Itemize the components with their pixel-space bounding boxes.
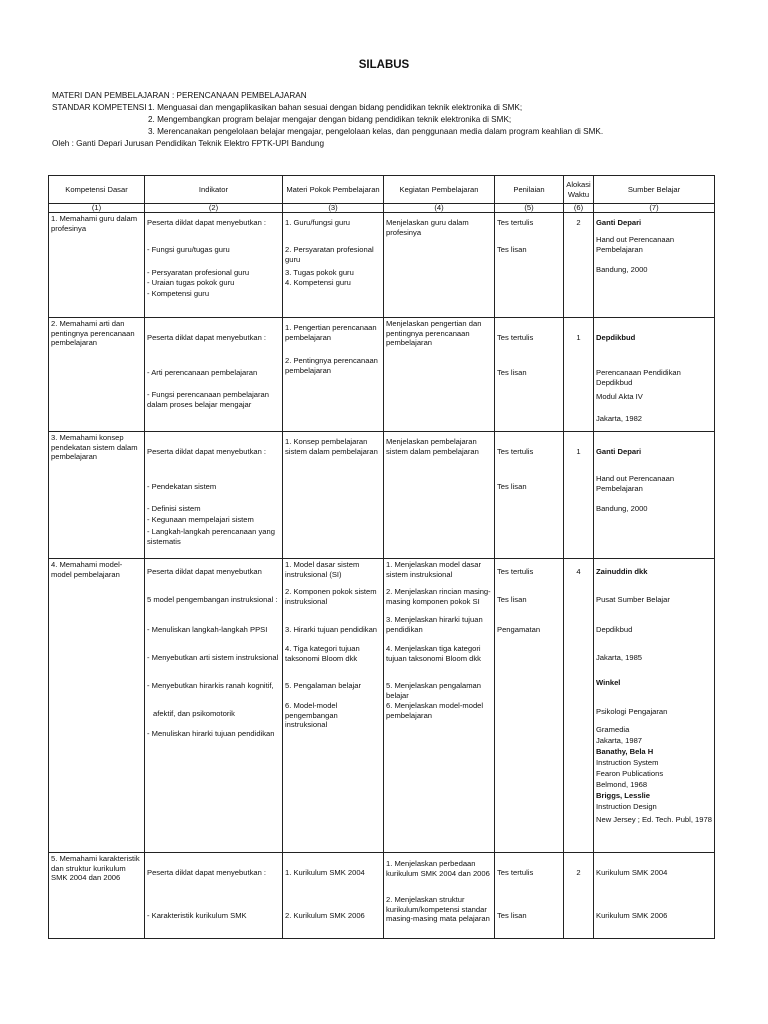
column-number-row (49, 204, 715, 213)
materi-line: 1. Kurikulum SMK 2004 (285, 868, 365, 877)
sumber-line: Hand out Perencanaan Pembelajaran (596, 474, 675, 493)
col-header: Kegiatan Pembelajaran (384, 176, 495, 204)
indikator-line: 5 model pengembangan instruksional : (147, 595, 278, 604)
materi-cell (283, 853, 384, 939)
penilaian-cell (495, 432, 564, 559)
alokasi-waktu-value: 1 (576, 447, 581, 456)
table-header-row (49, 176, 715, 204)
penilaian-cell (495, 853, 564, 939)
col-number: (6) (564, 204, 594, 213)
materi-line: 3. Tugas pokok guru (285, 268, 354, 277)
table-row (49, 213, 715, 318)
penilaian-line: Pengamatan (497, 625, 541, 634)
alokasi-waktu-value: 2 (576, 868, 581, 877)
penilaian-line: Tes tertulis (497, 218, 534, 227)
kegiatan-line: 2. Menjelaskan struktur kurikulum/kompetensi standar masing-masing mata pelajaran (386, 895, 490, 924)
indikator-line: - Pendekatan sistem (147, 482, 217, 491)
sumber-line: Perencanaan Pendidikan Depdikbud (596, 368, 681, 387)
col-number: (7) (594, 204, 715, 213)
indikator-line: - Persyaratan profesional guru (147, 268, 250, 277)
indikator-cell (145, 432, 283, 559)
indikator-line: - Uraian tugas pokok guru (147, 278, 235, 287)
sumber-line: Gramedia (596, 725, 630, 734)
kegiatan-cell (384, 213, 495, 318)
kompetensi-dasar-cell: 3. Memahami konsep pendekatan sistem dalam pembelajaran (49, 432, 145, 559)
sumber-line: Belmond, 1968 (596, 780, 648, 789)
indikator-line: Peserta diklat dapat menyebutkan (147, 567, 262, 576)
materi-line: 4. Tiga kategori tujuan taksonomi Bloom dkk (285, 644, 360, 663)
indikator-line: - Menuliskan hirarki tujuan pendidikan (147, 729, 275, 738)
kegiatan-cell (384, 853, 495, 939)
sumber-line: Kurikulum SMK 2004 (596, 868, 668, 877)
penilaian-cell (495, 559, 564, 853)
materi-cell (283, 213, 384, 318)
materi-line: MATERI DAN PEMBELAJARAN : PERENCANAAN PEMBELAJARAN (52, 91, 307, 100)
kompetensi-dasar-cell: 5. Memahami karakteristik dan struktur kurikulum SMK 2004 dan 2006 (49, 853, 145, 939)
penilaian-cell (495, 318, 564, 432)
alokasi-waktu-value: 4 (576, 567, 581, 576)
materi-cell (283, 432, 384, 559)
kegiatan-line: 2. Menjelaskan rincian masing-masing komponen pokok SI (386, 587, 491, 606)
kegiatan-line: 6. Menjelaskan model-model pembelajaran (386, 701, 484, 720)
col-header: Materi Pokok Pembelajaran (283, 176, 384, 204)
indikator-line: - Langkah-langkah perencanaan yang sistematis (147, 527, 275, 546)
penilaian-line: Tes lisan (497, 595, 527, 604)
materi-cell (283, 559, 384, 853)
standar-kompetensi-label: STANDAR KOMPETENSI : (52, 103, 152, 112)
kegiatan-cell (384, 318, 495, 432)
sumber-cell (594, 853, 715, 939)
sumber-cell (594, 432, 715, 559)
author-line: Oleh : Ganti Depari Jurusan Pendidikan Teknik Elektro FPTK-UPI Bandung (52, 139, 324, 148)
materi-line: 2. Pentingnya perencanaan pembelajaran (285, 356, 378, 375)
penilaian-line: Tes lisan (497, 368, 527, 377)
sumber-author: Depdikbud (596, 333, 636, 342)
indikator-line: - Menyebutkan arti sistem instruksional (147, 653, 279, 662)
kompetensi-dasar-cell: 2. Memahami arti dan pentingnya perencanaan pembelajaran (49, 318, 145, 432)
materi-line: 4. Kompetensi guru (285, 278, 351, 287)
sumber-cell (594, 559, 715, 853)
kegiatan-line: Menjelaskan guru dalam profesinya (386, 218, 469, 237)
sumber-line: New Jersey ; Ed. Tech. Publ, 1978 (596, 815, 712, 824)
indikator-cell (145, 213, 283, 318)
indikator-cell (145, 559, 283, 853)
alokasi-waktu-cell (564, 318, 594, 432)
sumber-author: Zainuddin dkk (596, 567, 648, 576)
indikator-line: - Arti perencanaan pembelajaran (147, 368, 258, 377)
sumber-cell (594, 318, 715, 432)
sumber-cell (594, 213, 715, 318)
alokasi-waktu-cell (564, 432, 594, 559)
penilaian-cell (495, 213, 564, 318)
kegiatan-line: 4. Menjelaskan tiga kategori tujuan taksonomi Bloom dkk (386, 644, 481, 663)
penilaian-line: Tes tertulis (497, 447, 534, 456)
col-header: Kompetensi Dasar (49, 176, 145, 204)
sumber-line: Jakarta, 1987 (596, 736, 643, 745)
kegiatan-line: 5. Menjelaskan pengalaman belajar (386, 681, 481, 700)
col-number: (5) (495, 204, 564, 213)
sumber-line: Instruction System (596, 758, 659, 767)
penilaian-line: Tes lisan (497, 245, 527, 254)
sumber-line: Fearon Publications (596, 769, 664, 778)
indikator-line: afektif, dan psikomotorik (153, 709, 235, 718)
sumber-author: Ganti Depari (596, 218, 642, 227)
col-number: (4) (384, 204, 495, 213)
kegiatan-line: Menjelaskan pembelajaran sistem dalam pembelajaran (386, 437, 479, 456)
indikator-line: Peserta diklat dapat menyebutkan : (147, 868, 267, 877)
sumber-author: Ganti Depari (596, 447, 642, 456)
sumber-line: Pusat Sumber Belajar (596, 595, 670, 604)
indikator-line: - Karakteristik kurikulum SMK (147, 911, 247, 920)
sumber-author: Briggs, Lesslie (596, 791, 651, 800)
kegiatan-line: 3. Menjelaskan hirarki tujuan pendidikan (386, 615, 483, 634)
col-header: Sumber Belajar (594, 176, 715, 204)
alokasi-waktu-cell (564, 213, 594, 318)
materi-line: 1. Pengertian perencanaan pembelajaran (285, 323, 377, 342)
kegiatan-line: 1. Menjelaskan perbedaan kurikulum SMK 2004 dan 2006 (386, 859, 490, 878)
table-row (49, 318, 715, 432)
penilaian-line: Tes tertulis (497, 567, 534, 576)
sumber-line: Bandung, 2000 (596, 504, 648, 513)
materi-line: 1. Model dasar sistem instruksional (SI) (285, 560, 360, 579)
indikator-line: - Definisi sistem (147, 504, 201, 513)
indikator-cell (145, 853, 283, 939)
sumber-author: Banathy, Bela H (596, 747, 654, 756)
col-number: (3) (283, 204, 384, 213)
penilaian-line: Tes lisan (497, 482, 527, 491)
sumber-line: Psikologi Pengajaran (596, 707, 668, 716)
sumber-line: Jakarta, 1982 (596, 414, 643, 423)
materi-line: 2. Persyaratan profesional guru (285, 245, 374, 264)
sumber-author: Winkel (596, 678, 621, 687)
indikator-line: - Kegunaan mempelajari sistem (147, 515, 254, 524)
sumber-line: Jakarta, 1985 (596, 653, 643, 662)
materi-line: 1. Konsep pembelajaran sistem dalam pembelajaran (285, 437, 378, 456)
kompetensi-dasar-cell: 4. Memahami model-model pembelajaran (49, 559, 145, 853)
penilaian-line: Tes tertulis (497, 333, 534, 342)
materi-line: 2. Komponen pokok sistem instruksional (285, 587, 377, 606)
sumber-line: Hand out Perencanaan Pembelajaran (596, 235, 675, 254)
penilaian-line: Tes lisan (497, 911, 527, 920)
alokasi-waktu-value: 1 (576, 333, 581, 342)
col-header: Penilaian (495, 176, 564, 204)
col-header: Alokasi Waktu (564, 176, 594, 204)
indikator-cell (145, 318, 283, 432)
materi-line: 3. Hirarki tujuan pendidikan (285, 625, 378, 634)
table-row (49, 853, 715, 939)
col-number: (1) (49, 204, 145, 213)
syllabus-table (48, 175, 715, 939)
materi-line: 1. Guru/fungsi guru (285, 218, 351, 227)
indikator-line: - Kompetensi guru (147, 289, 210, 298)
sumber-line: Kurikulum SMK 2006 (596, 911, 668, 920)
indikator-line: - Menyebutkan hirarkis ranah kognitif, (147, 681, 274, 690)
indikator-line: - Fungsi guru/tugas guru (147, 245, 230, 254)
materi-line: 6. Model-model pengembangan instruksional (285, 701, 338, 730)
table-row (49, 432, 715, 559)
alokasi-waktu-value: 2 (576, 218, 581, 227)
sk-item-3: 3. Merencanakan pengelolaan belajar mengajar, pengelolaan kelas, dan penggunaan media dalam program keahlian di SMK. (148, 127, 604, 136)
kegiatan-line: 1. Menjelaskan model dasar sistem instruksional (386, 560, 481, 579)
indikator-line: Peserta diklat dapat menyebutkan : (147, 218, 267, 227)
indikator-line: Peserta diklat dapat menyebutkan : (147, 333, 267, 342)
penilaian-line: Tes tertulis (497, 868, 534, 877)
col-header: Indikator (145, 176, 283, 204)
sk-item-2: 2. Mengembangkan program belajar mengajar dengan bidang pendidikan teknik elektronika di SMK; (148, 115, 512, 124)
materi-cell (283, 318, 384, 432)
col-number: (2) (145, 204, 283, 213)
sumber-line: Instruction Design (596, 802, 657, 811)
sumber-line: Modul Akta IV (596, 392, 643, 401)
materi-line: 5. Pengalaman belajar (285, 681, 361, 690)
sk-item-1: 1. Menguasai dan mengaplikasikan bahan sesuai dengan bidang pendidikan teknik elektronika di SMK; (148, 103, 523, 112)
alokasi-waktu-cell (564, 559, 594, 853)
alokasi-waktu-cell (564, 853, 594, 939)
indikator-line: - Fungsi perencanaan pembelajaran dalam proses belajar mengajar (147, 390, 270, 409)
table-row (49, 559, 715, 853)
sumber-line: Depdikbud (596, 625, 633, 634)
kegiatan-cell (384, 432, 495, 559)
indikator-line: Peserta diklat dapat menyebutkan : (147, 447, 267, 456)
indikator-line: - Menuliskan langkah-langkah PPSI (147, 625, 268, 634)
materi-line: 2. Kurikulum SMK 2006 (285, 911, 365, 920)
sumber-line: Bandung, 2000 (596, 265, 648, 274)
kompetensi-dasar-cell: 1. Memahami guru dalam profesinya (49, 213, 145, 318)
kegiatan-cell (384, 559, 495, 853)
page-title: SILABUS (358, 59, 410, 71)
kegiatan-line: Menjelaskan pengertian dan pentingnya perencanaan pembelajaran (386, 319, 482, 348)
